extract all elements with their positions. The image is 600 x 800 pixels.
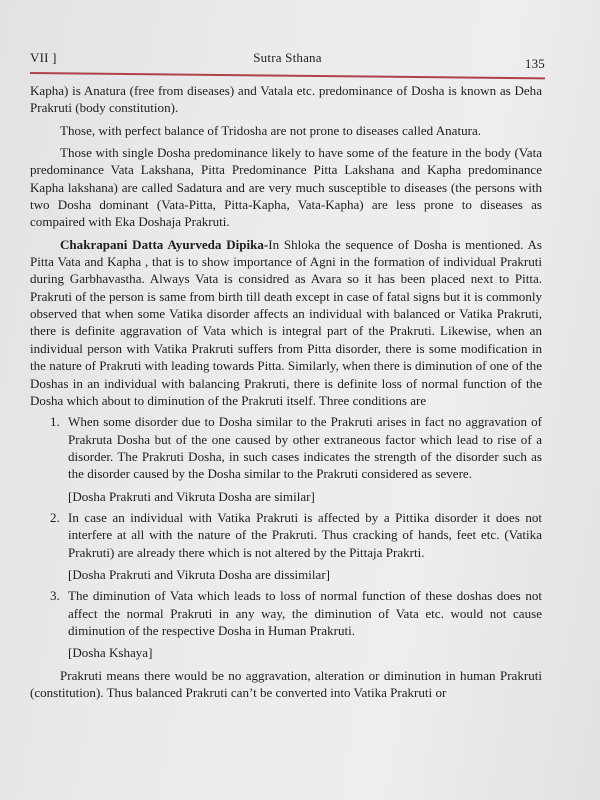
page-number: 135 [524,56,545,71]
list-item-note: [Dosha Kshaya] [68,645,153,661]
paragraph-1: Kapha) is Anatura (free from diseases) and Vatala etc. predominance of Dosha is known as Deha Prakruti (body constitution). [30,83,542,116]
paragraph-2: Those, with perfect balance of Tridosha are not prone to diseases called Anatura. [60,122,481,138]
conditions-list [30,413,542,482]
list-item-text: The diminution of Vata which leads to loss of normal function of these doshas does not affect the normal Prakruti in any way, the diminution of Vata etc. would not cause diminution of the respective Dosha in Human Prakruti. [68,588,542,638]
list-item-number: 3. [50,588,60,604]
page-body [30,82,542,701]
commentary-title: Chakrapani Datta Ayurveda Dipika- [60,236,269,252]
list-item [30,413,542,482]
list-item-number: 1. [50,414,60,430]
list-item-text: In case an individual with Vatika Prakruti is affected by a Pittika disorder it does not interfere at all with the nature of the Prakruti. Thus cracking of hands, feet etc. (Vatika Prakruti) are already there which is not altered by the Pittaja Prakrti. [68,509,542,560]
list-item [30,509,542,561]
closing-paragraph: Prakruti means there would be no aggravation, alteration or diminution in human Prakruti (constitution). Thus balanced Prakruti can’t be converted into Vatika Prakruti or [30,667,542,700]
conditions-list [30,587,542,639]
header-rule [30,72,545,79]
chapter-marker: VII ] [30,50,57,65]
commentary-text: In Shloka the sequence of Dosha is mentioned. As Pitta Vata and Kapha , that is to show importance of Agni in the formation of individual Prakruti during Garbhavastha. Always Vata is considred as Avara so it has been placed next to Pitta. Prakruti of the person is same from birth till death except in case of fatal signs but it is commonly observed that when some Vatika disorder affects an individual with balanced or Vatika Prakruti, there is definite aggravation of Vata which is integral part of the Prakruti. Likewise, when an individual person with Vatika Prakruti suffers from Pitta disorder, there is some modification in the nature of Prakruti with leading towards Pitta. Similarly, when there is diminution of one of the Doshas in an individual with balancing Prakruti, there is definite loss of normal function of the Dosha which about to diminution of the Prakruti itself. Three conditions are [30,236,542,408]
conditions-list [30,509,542,561]
list-item-note: [Dosha Prakruti and Vikruta Dosha are dissimilar] [68,566,331,582]
list-item-note: [Dosha Prakruti and Vikruta Dosha are similar] [68,488,315,504]
list-item-number: 2. [50,509,60,525]
running-header [30,50,545,70]
paragraph-3: Those with single Dosha predominance likely to have some of the feature in the body (Vata predominance Vata Lakshana, Pitta Predominance Pitta Lakshana and Kapha predominance Kapha lakshana) are called Sadatura and are very much susceptible to diseases (the persons with two Dosha dominant (Vata-Pitta, Pitta-Kapha, Vata-Kapha) are less prone to diseases as compaired with Eka Doshaja Prakruti. [30,145,542,230]
list-item [30,587,542,639]
list-item-text: When some disorder due to Dosha similar to the Prakruti arises in fact no aggravation of Prakruta Dosha but of the one caused by other extraneous factor which lead to rise of a disorder. The Prakruti Dosha, in such cases indicates the strength of the disorder such as the disorder caused by the Dosha similar to the Prakruti considered as severe. [68,414,542,482]
paragraph-4 [30,236,542,409]
section-title: Sutra Sthana [253,50,322,65]
